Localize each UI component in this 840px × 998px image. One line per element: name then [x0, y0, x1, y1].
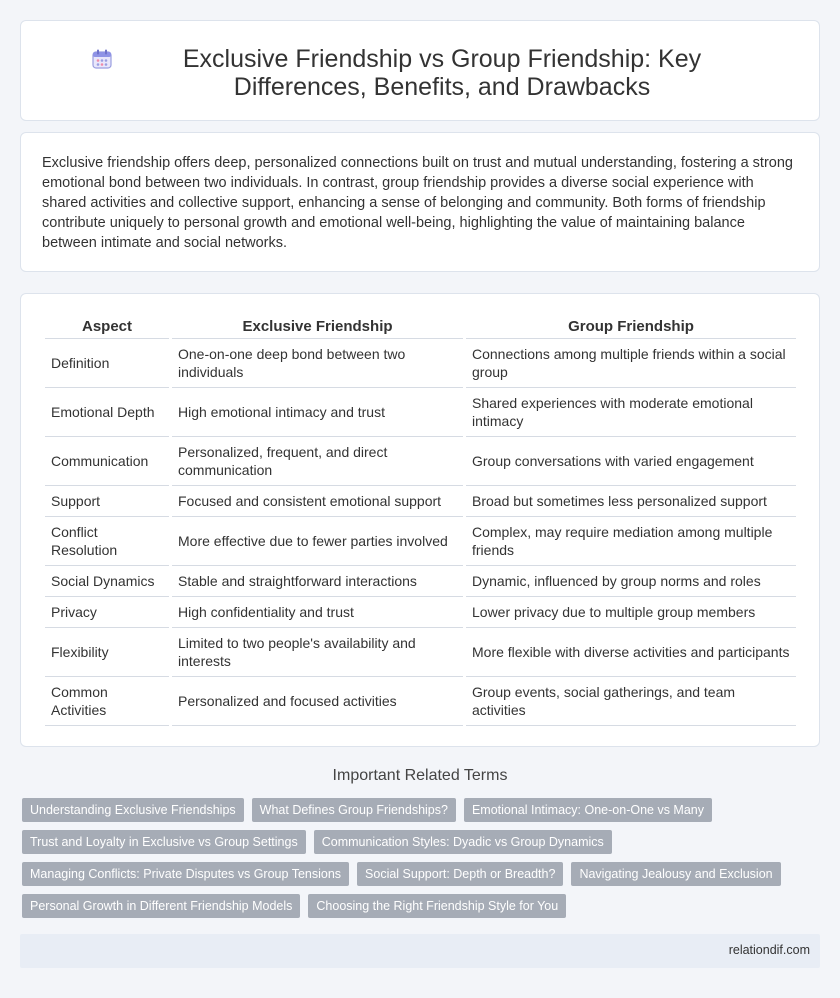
related-term-link[interactable]: Social Support: Depth or Breadth?: [357, 862, 563, 886]
related-terms-list: [22, 798, 802, 918]
cell-group: More flexible with diverse activities and participants: [466, 628, 796, 677]
table-row: [45, 437, 796, 486]
cell-exclusive: Personalized and focused activities: [172, 677, 463, 726]
cell-group: Lower privacy due to multiple group members: [466, 597, 796, 628]
related-term-link[interactable]: Understanding Exclusive Friendships: [22, 798, 244, 822]
cell-exclusive: High confidentiality and trust: [172, 597, 463, 628]
table-row: [45, 486, 796, 517]
cell-aspect: Conflict Resolution: [45, 517, 169, 566]
related-term-link[interactable]: Navigating Jealousy and Exclusion: [571, 862, 780, 886]
table-row: [45, 597, 796, 628]
related-term-link[interactable]: Emotional Intimacy: One-on-One vs Many: [464, 798, 712, 822]
title-card: [20, 20, 820, 121]
table-row: [45, 628, 796, 677]
table-row: [45, 388, 796, 437]
cell-group: Broad but sometimes less personalized support: [466, 486, 796, 517]
cell-exclusive: Stable and straightforward interactions: [172, 566, 463, 597]
cell-aspect: Definition: [45, 339, 169, 388]
header-aspect: Aspect: [45, 314, 169, 339]
cell-aspect: Support: [45, 486, 169, 517]
page-title: Exclusive Friendship vs Group Friendship: Key Differences, Benefits, and Drawbacks: [182, 45, 702, 101]
cell-exclusive: Personalized, frequent, and direct communication: [172, 437, 463, 486]
cell-aspect: Common Activities: [45, 677, 169, 726]
comparison-table: [42, 314, 799, 726]
related-term-link[interactable]: Personal Growth in Different Friendship Models: [22, 894, 300, 918]
table-row: [45, 677, 796, 726]
table-row: [45, 517, 796, 566]
cell-aspect: Flexibility: [45, 628, 169, 677]
header-group: Group Friendship: [466, 314, 796, 339]
cell-group: Dynamic, influenced by group norms and roles: [466, 566, 796, 597]
cell-aspect: Emotional Depth: [45, 388, 169, 437]
cell-exclusive: Focused and consistent emotional support: [172, 486, 463, 517]
related-term-link[interactable]: Communication Styles: Dyadic vs Group Dynamics: [314, 830, 612, 854]
cell-exclusive: Limited to two people's availability and interests: [172, 628, 463, 677]
related-terms-heading: Important Related Terms: [332, 767, 508, 784]
table-header-row: [45, 314, 796, 339]
header-exclusive: Exclusive Friendship: [172, 314, 463, 339]
cell-group: Connections among multiple friends within a social group: [466, 339, 796, 388]
related-term-link[interactable]: Managing Conflicts: Private Disputes vs Group Tensions: [22, 862, 349, 886]
intro-paragraph: Exclusive friendship offers deep, personalized connections built on trust and mutual understanding, fostering a strong emotional bond between two individuals. In contrast, group friendship provides a diverse social experience with shared activities and collective support, enhancing a sense of belonging and community. Both forms of friendship contribute uniquely to personal growth and emotional well-being, highlighting the value of maintaining balance between intimate and social networks.: [42, 155, 793, 251]
cell-group: Group conversations with varied engagement: [466, 437, 796, 486]
cell-exclusive: One-on-one deep bond between two individuals: [172, 339, 463, 388]
cell-group: Group events, social gatherings, and team activities: [466, 677, 796, 726]
cell-aspect: Communication: [45, 437, 169, 486]
related-term-link[interactable]: What Defines Group Friendships?: [252, 798, 456, 822]
table-row: [45, 339, 796, 388]
intro-card: [20, 132, 820, 272]
cell-exclusive: High emotional intimacy and trust: [172, 388, 463, 437]
cell-aspect: Privacy: [45, 597, 169, 628]
cell-exclusive: More effective due to fewer parties involved: [172, 517, 463, 566]
related-term-link[interactable]: Choosing the Right Friendship Style for You: [308, 894, 566, 918]
table-row: [45, 566, 796, 597]
comparison-table-card: [20, 293, 820, 747]
footer: [20, 934, 820, 968]
cell-aspect: Social Dynamics: [45, 566, 169, 597]
footer-site-name: relationdif.com: [728, 943, 810, 957]
cell-group: Complex, may require mediation among multiple friends: [466, 517, 796, 566]
related-term-link[interactable]: Trust and Loyalty in Exclusive vs Group Settings: [22, 830, 306, 854]
cell-group: Shared experiences with moderate emotional intimacy: [466, 388, 796, 437]
